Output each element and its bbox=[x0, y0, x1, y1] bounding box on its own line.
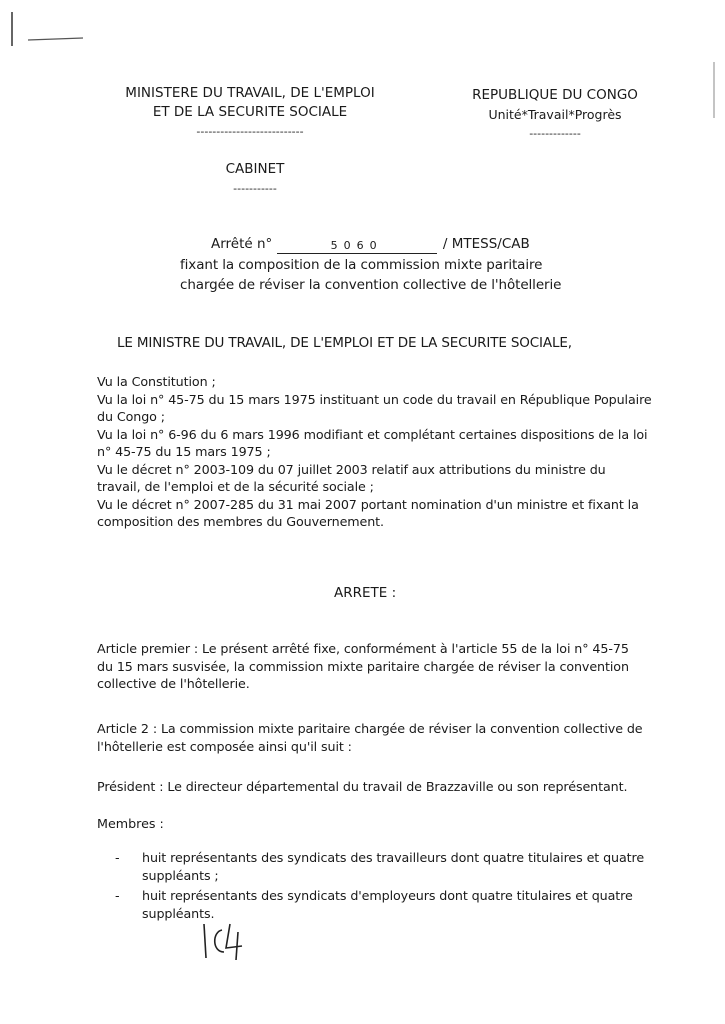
ministry-header bbox=[100, 84, 400, 141]
vu-line-5: n° 45-75 du 15 mars 1975 ; bbox=[97, 444, 271, 459]
vu-line-7: travail, de l'emploi et de la sécurité sociale ; bbox=[97, 479, 374, 494]
ministry-line-2: ET DE LA SECURITE SOCIALE bbox=[152, 104, 348, 120]
member-dash: - bbox=[115, 850, 120, 865]
vu-line-4: Vu la loi n° 6-96 du 6 mars 1996 modifiant et complétant certaines dispositions de la loi bbox=[97, 426, 648, 442]
article-2 bbox=[97, 720, 677, 755]
article-1 bbox=[97, 640, 677, 693]
president-line: Président : Le directeur départemental du travail de Brazzaville ou son représentant. bbox=[97, 779, 628, 794]
cabinet-block bbox=[205, 160, 305, 198]
handwritten-initials-icon bbox=[196, 918, 256, 963]
republic-header bbox=[455, 86, 655, 143]
member-1-line-2: suppléants ; bbox=[142, 867, 219, 883]
vu-line-2: Vu la loi n° 45-75 du 15 mars 1975 instituant un code du travail en République Populaire bbox=[97, 391, 652, 407]
article-2-line-2: l'hôtellerie est composée ainsi qu'il suit : bbox=[97, 738, 352, 754]
margin-mark-icon bbox=[708, 60, 720, 120]
republic-name: REPUBLIQUE DU CONGO bbox=[472, 87, 638, 103]
vu-line-3: du Congo ; bbox=[97, 409, 165, 424]
cabinet-divider: ----------- bbox=[233, 182, 277, 195]
minister-heading: LE MINISTRE DU TRAVAIL, DE L'EMPLOI ET DE LA SECURITE SOCIALE, bbox=[117, 335, 572, 351]
article-1-line-2: du 15 mars susvisée, la commission mixte paritaire chargée de réviser la convention bbox=[97, 658, 629, 674]
decree-suffix: / MTESS/CAB bbox=[442, 236, 530, 252]
scan-mark-icon bbox=[8, 10, 88, 50]
article-2-line-1: Article 2 : La commission mixte paritaire chargée de réviser la convention collective de bbox=[97, 721, 643, 736]
article-1-line-3: collective de l'hôtellerie. bbox=[97, 676, 250, 691]
decree-subtitle-2: chargée de réviser la convention collective de l'hôtellerie bbox=[180, 277, 562, 293]
decree-subtitle-1: fixant la composition de la commission mixte paritaire bbox=[180, 257, 543, 273]
member-item bbox=[115, 849, 675, 885]
vu-line-9: composition des membres du Gouvernement. bbox=[97, 514, 384, 529]
decree-prefix: Arrêté n° bbox=[211, 236, 273, 252]
cabinet-label: CABINET bbox=[225, 161, 285, 177]
ministry-line-1: MINISTERE DU TRAVAIL, DE L'EMPLOI bbox=[125, 85, 375, 101]
decree-number-line bbox=[211, 234, 611, 254]
vu-block bbox=[97, 373, 677, 531]
decree-number: 5060 bbox=[277, 239, 437, 254]
vu-line-8: Vu le décret n° 2007-285 du 31 mai 2007 portant nomination d'un ministre et fixant la bbox=[97, 496, 639, 512]
member-2-line-2: suppléants. bbox=[142, 905, 215, 921]
vu-line-1: Vu la Constitution ; bbox=[97, 374, 216, 389]
ministry-divider: --------------------------- bbox=[196, 125, 304, 138]
member-dash: - bbox=[115, 888, 120, 903]
republic-motto: Unité*Travail*Progrès bbox=[488, 107, 622, 122]
member-1-line-1: huit représentants des syndicats des travailleurs dont quatre titulaires et quatre bbox=[142, 850, 645, 865]
member-2-line-1: huit représentants des syndicats d'employeurs dont quatre titulaires et quatre bbox=[142, 888, 633, 903]
membres-label: Membres : bbox=[97, 816, 164, 831]
article-1-line-1: Article premier : Le présent arrêté fixe, conformément à l'article 55 de la loi n° 45-75 bbox=[97, 641, 629, 656]
republic-divider: ------------- bbox=[529, 127, 581, 140]
arrete-heading: ARRETE : bbox=[334, 585, 397, 601]
vu-line-6: Vu le décret n° 2003-109 du 07 juillet 2003 relatif aux attributions du ministre du bbox=[97, 461, 606, 477]
